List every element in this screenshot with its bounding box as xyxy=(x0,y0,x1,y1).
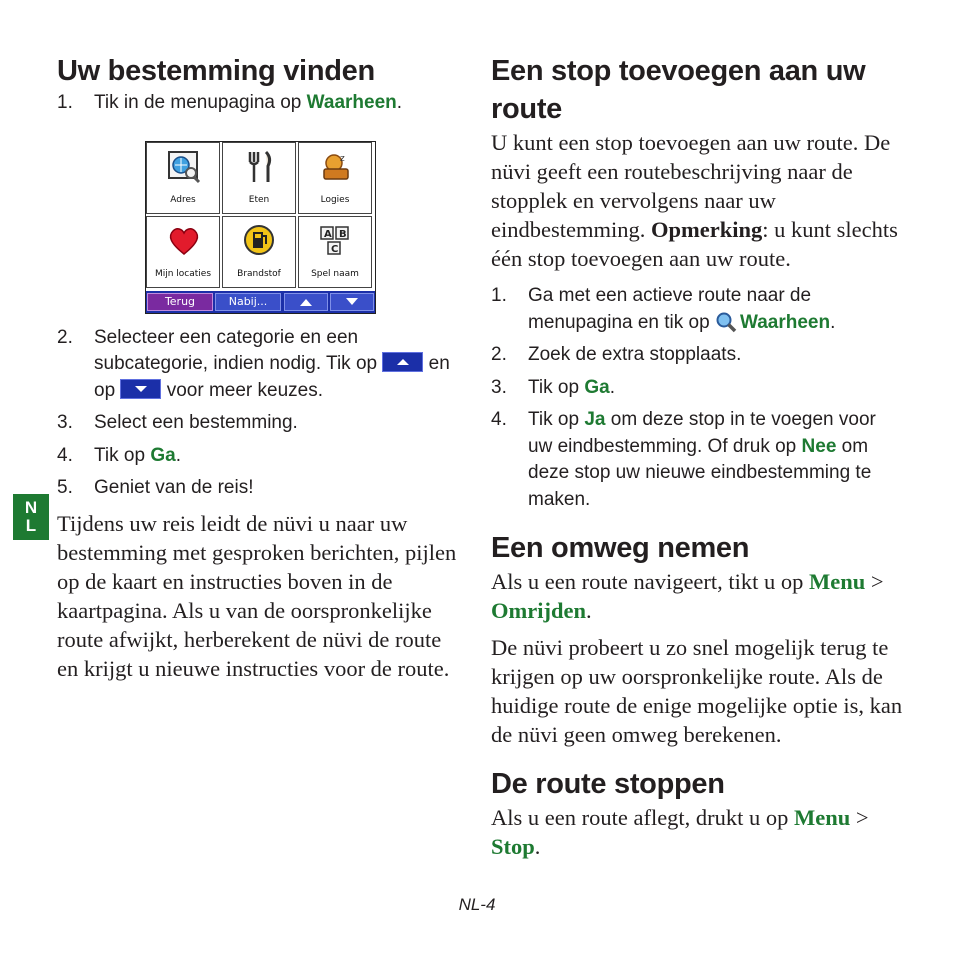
tile-label: Logies xyxy=(320,194,350,205)
tile-brandstof[interactable] xyxy=(222,216,296,288)
keyword-waarheen: Waarheen xyxy=(306,92,397,113)
keyword-omrijden: Omrijden xyxy=(491,598,586,623)
arrow-up-icon xyxy=(396,358,410,366)
abc-blocks-icon xyxy=(318,223,354,259)
list-item: 2. Selecteer een categorie en een subcategorie, indien nodig. Tik op en op voor meer keuzes. xyxy=(57,326,450,401)
fuel-pump-icon xyxy=(242,223,278,259)
list-item: 1. Tik in de menupagina op Waarheen. xyxy=(57,92,403,113)
address-book-icon xyxy=(166,149,202,185)
tile-label: Adres xyxy=(170,194,196,205)
left-column xyxy=(57,52,457,683)
nearby-button[interactable]: Nabij... xyxy=(215,293,281,311)
tile-label: Eten xyxy=(248,194,270,205)
svg-text:C: C xyxy=(331,243,339,255)
heart-icon xyxy=(166,223,202,259)
svg-text:z: z xyxy=(340,153,345,164)
heading-find-destination: Uw bestemming vinden xyxy=(57,55,375,87)
arrow-down-icon xyxy=(345,297,359,307)
paragraph-detour-instructions: Als u een route navigeert, tikt u op Menu > Omrijden. xyxy=(491,569,884,623)
paragraph-travel: Tijdens uw reis leidt de nüvi u naar uw bestemming met gesproken berichten, pijlen op de kaart en instructies boven in de kaartpagina. Als u van de oorspronkelijke route afwijkt, herberekent de nüvi de route en krijgt u nieuwe instructies voor de route. xyxy=(57,510,457,681)
heading-add-stop: Een stop toevoegen aan uw route xyxy=(491,55,866,125)
paragraph-detour-explanation: De nüvi probeert u zo snel mogelijk terug te krijgen op uw oorspronkelijke route. Als de huidige route de enige mogelijke optie is, kan de nüvi geen omweg berekenen. xyxy=(491,635,903,747)
fork-knife-icon xyxy=(242,149,278,185)
list-item: 4. Tik op Ga. xyxy=(57,444,181,466)
list-item: 3. Tik op Ga. xyxy=(491,376,615,398)
list-item: 3. Select een bestemming. xyxy=(57,412,298,433)
steps-find-destination xyxy=(57,90,457,117)
keyword-stop: Stop xyxy=(491,834,535,859)
tile-label: Brandstof xyxy=(237,268,281,279)
paragraph-add-stop-intro: U kunt een stop toevoegen aan uw route. De nüvi geeft een routebeschrijving naar de stopplek en vervolgens naar uw eindbestemming. Opmerking: u kunt slechts één stop toevoegen aan uw route. xyxy=(491,130,898,271)
steps-add-stop xyxy=(491,283,903,513)
list-item: 2. Zoek de extra stopplaats. xyxy=(491,344,742,365)
tile-label: Mijn locaties xyxy=(154,268,212,279)
inline-up-button xyxy=(382,352,423,372)
scroll-down-button[interactable] xyxy=(330,293,374,311)
tile-adres[interactable] xyxy=(146,142,220,214)
arrow-up-icon xyxy=(299,297,313,307)
arrow-down-icon xyxy=(134,385,148,393)
tile-mijn-locaties[interactable] xyxy=(146,216,220,288)
back-button[interactable]: Terug xyxy=(147,293,213,311)
page-number: NL-4 xyxy=(458,895,496,914)
tile-label: Spel naam xyxy=(311,268,359,279)
lodging-icon xyxy=(318,149,354,185)
list-item: 4. Tik op Ja om deze stop in te voegen voor uw eindbestemming. Of druk op Nee om deze stop uw nieuwe eindbestemming te maken. xyxy=(491,409,876,510)
tile-eten[interactable] xyxy=(222,142,296,214)
right-column xyxy=(491,52,903,861)
list-item: 1. Ga met een actieve route naar de menupagina en tik op Waarheen. xyxy=(491,285,836,333)
tile-spel-naam[interactable] xyxy=(298,216,372,288)
keyword-ja: Ja xyxy=(584,409,606,430)
keyword-waarheen: Waarheen xyxy=(739,311,831,333)
keyword-menu: Menu xyxy=(794,805,851,830)
paragraph-stop-route: Als u een route aflegt, drukt u op Menu > Stop. xyxy=(491,805,869,859)
note-label: Opmerking xyxy=(650,217,763,242)
heading-detour: Een omweg nemen xyxy=(491,532,750,564)
keyword-menu: Menu xyxy=(809,569,866,594)
list-item: 5. Geniet van de reis! xyxy=(57,477,254,498)
device-bottom-bar xyxy=(146,291,375,313)
search-icon xyxy=(715,311,737,333)
scroll-up-button[interactable] xyxy=(284,293,328,311)
keyword-ga: Ga xyxy=(584,376,610,398)
keyword-nee: Nee xyxy=(801,435,837,457)
heading-stop-route: De route stoppen xyxy=(491,768,725,800)
steps-find-destination-continued xyxy=(57,325,457,502)
svg-text:B: B xyxy=(339,228,347,240)
device-menu-screenshot xyxy=(145,141,376,314)
keyword-ga: Ga xyxy=(150,444,176,466)
tile-logies[interactable] xyxy=(298,142,372,214)
inline-down-button xyxy=(120,379,161,399)
language-tab: N L xyxy=(13,494,49,540)
svg-text:A: A xyxy=(324,228,332,240)
